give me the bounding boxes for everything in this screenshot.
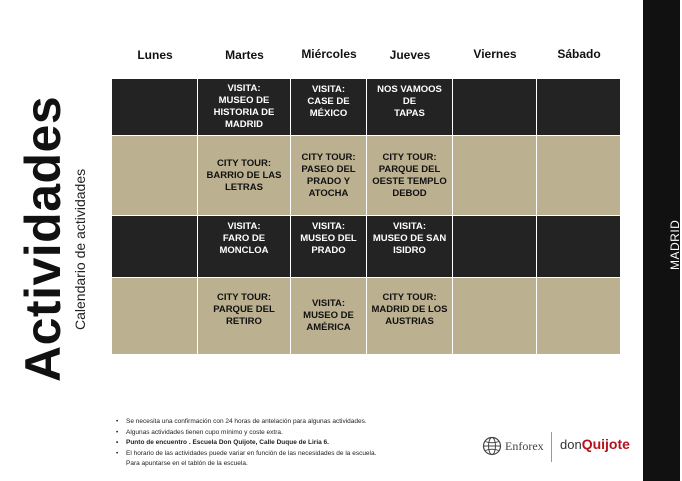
activity-text: CITY TOUR: BARRIO DE LAS LETRAS	[206, 157, 282, 193]
activity-text: VISITA: FARO DE MONCLOA	[219, 221, 269, 256]
calendar-cell	[112, 216, 198, 278]
calendar-cell	[291, 136, 367, 216]
calendar-cell	[537, 79, 621, 136]
day-header-sabado: Sábado	[557, 47, 601, 61]
calendar-cell	[453, 216, 537, 278]
donquijote-main: Quijote	[581, 436, 630, 452]
activity-text: CITY TOUR: PASEO DEL PRADO Y ATOCHA	[301, 151, 356, 199]
note-item: • Algunas actividades tienen cupo mínimo y coste extra.	[116, 428, 446, 439]
calendar-cell	[112, 136, 198, 216]
day-header-jueves: Jueves	[389, 48, 431, 62]
activity-text: CITY TOUR: PARQUE DEL RETIRO	[213, 292, 275, 327]
activity-text: CITY TOUR: PARQUE DEL OESTE TEMPLO DEBOD	[372, 151, 447, 199]
page-title: Actividades	[15, 95, 71, 382]
globe-icon	[482, 436, 502, 456]
day-header-viernes: Viernes	[473, 47, 517, 61]
calendar-cell	[453, 278, 537, 355]
calendar-cell	[537, 136, 621, 216]
activity-text: VISITA: MUSEO DE SAN ISIDRO	[372, 221, 447, 256]
activity-text: VISITA: MUSEO DEL PRADO	[300, 221, 357, 256]
notes-list	[116, 417, 446, 470]
activity-text: NOS VAMOOS DE TAPAS	[377, 84, 442, 119]
calendar-cell	[198, 136, 291, 216]
day-header-lunes: Lunes	[137, 48, 173, 62]
note-item: • Punto de encuentro . Escuela Don Quijote, Calle Duque de Liria 6.	[116, 438, 446, 449]
enforex-logo-text: Enforex	[505, 438, 544, 453]
calendar-cell	[291, 79, 367, 136]
calendar-cell	[537, 278, 621, 355]
calendar-cell	[367, 278, 453, 355]
donquijote-logo	[560, 436, 630, 452]
calendar-cell	[367, 216, 453, 278]
calendar-cell	[198, 79, 291, 136]
calendar-cell	[453, 136, 537, 216]
donquijote-prefix: don	[560, 437, 582, 452]
note-item: • El horario de las actividades puede variar en función de las necesidades de la escuela.	[116, 449, 446, 460]
calendar-cell	[112, 79, 198, 136]
calendar-cell	[198, 278, 291, 355]
calendar-cell	[291, 216, 367, 278]
city-label: MADRID	[668, 219, 682, 270]
page-subtitle: Calendario de actividades	[72, 168, 88, 330]
activity-text: VISITA: MUSEO DE AMÉRICA	[303, 298, 354, 333]
calendar-cell	[453, 79, 537, 136]
day-header-miercoles: Miércoles	[301, 47, 357, 61]
calendar-cell	[367, 79, 453, 136]
enforex-logo	[482, 436, 544, 456]
calendar-cell	[291, 278, 367, 355]
logo-divider	[551, 432, 552, 462]
city-sidebar	[643, 0, 680, 481]
calendar-cell	[367, 136, 453, 216]
activity-text: VISITA: MUSEO DE HISTORIA DE MADRID	[213, 83, 275, 130]
note-item: Para apuntarse en el tablón de la escuela.	[126, 460, 248, 467]
note-item: • Se necesita una confirmación con 24 horas de antelación para algunas actividades.	[116, 417, 446, 428]
activities-calendar	[112, 79, 621, 355]
calendar-cell	[198, 216, 291, 278]
calendar-cell	[112, 278, 198, 355]
activity-text: CITY TOUR: MADRID DE LOS AUSTRIAS	[371, 292, 448, 327]
calendar-cell	[537, 216, 621, 278]
day-header-martes: Martes	[225, 48, 264, 62]
activity-text: VISITA: CASE DE MÉXICO	[307, 84, 350, 119]
